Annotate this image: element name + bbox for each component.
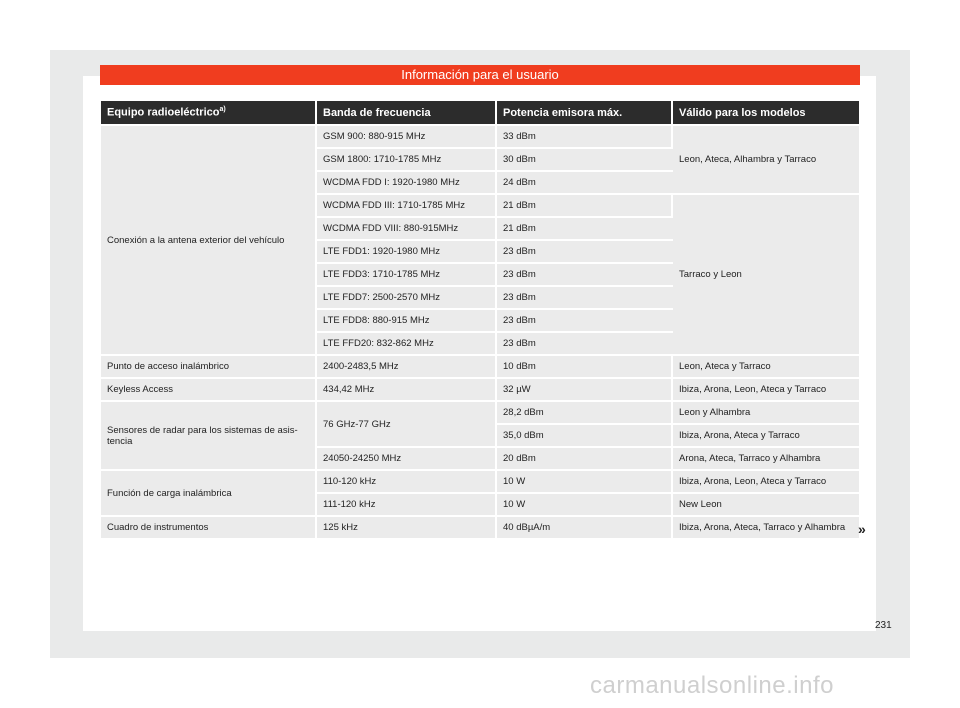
band-cell: 2400-2483,5 MHz (317, 356, 497, 379)
band-cell: 434,42 MHz (317, 379, 497, 402)
power-cell: 10 W (497, 494, 673, 517)
table-row (101, 379, 859, 402)
power-cell: 23 dBm (497, 287, 673, 310)
models-cell: Ibiza, Arona, Leon, Ateca y Tarraco (673, 379, 859, 402)
power-cell: 40 dBµA/m (497, 517, 673, 540)
equipment-cell: Keyless Access (101, 379, 317, 402)
band-cell: 110-120 kHz (317, 471, 497, 494)
equipment-cell: Función de carga inalámbrica (101, 471, 317, 517)
models-cell: Leon, Ateca, Alhambra y Tarraco (673, 126, 859, 195)
table-row (101, 126, 859, 149)
models-cell: Ibiza, Arona, Leon, Ateca y Tarraco (673, 471, 859, 494)
band-cell: WCDMA FDD I: 1920-1980 MHz (317, 172, 497, 195)
equipment-cell: Sensores de radar para los sistemas de asis-tencia (101, 402, 317, 471)
power-cell: 23 dBm (497, 310, 673, 333)
column-header-equipment: Equipo radioeléctrico$^{a)}$ (101, 101, 317, 126)
power-cell: 28,2 dBm (497, 402, 673, 425)
band-cell: 76 GHz-77 GHz (317, 402, 497, 448)
band-cell: 24050-24250 MHz (317, 448, 497, 471)
power-cell: 35,0 dBm (497, 425, 673, 448)
band-cell: GSM 900: 880-915 MHz (317, 126, 497, 149)
models-cell: Leon y Alhambra (673, 402, 859, 425)
equipment-cell: Conexión a la antena exterior del vehículo (101, 126, 317, 356)
band-cell: LTE FDD8: 880-915 MHz (317, 310, 497, 333)
equipment-cell: Cuadro de instrumentos (101, 517, 317, 540)
column-header-band: Banda de frecuencia (317, 101, 497, 126)
band-cell: LTE FDD7: 2500-2570 MHz (317, 287, 497, 310)
band-cell: GSM 1800: 1710-1785 MHz (317, 149, 497, 172)
band-cell: LTE FDD1: 1920-1980 MHz (317, 241, 497, 264)
footnote-mark: a) (219, 106, 226, 114)
power-cell: 24 dBm (497, 172, 673, 195)
power-cell: 20 dBm (497, 448, 673, 471)
power-cell: 10 W (497, 471, 673, 494)
power-cell: 21 dBm (497, 218, 673, 241)
power-cell: 30 dBm (497, 149, 673, 172)
power-cell: 10 dBm (497, 356, 673, 379)
power-cell: 23 dBm (497, 264, 673, 287)
table-row (101, 471, 859, 494)
band-cell: WCDMA FDD III: 1710-1785 MHz (317, 195, 497, 218)
column-header-power: Potencia emisora máx. (497, 101, 673, 126)
table-row (101, 517, 859, 540)
models-cell: Ibiza, Arona, Ateca y Tarraco (673, 425, 859, 448)
models-cell: Leon, Ateca y Tarraco (673, 356, 859, 379)
table-row (101, 356, 859, 379)
models-cell: Tarraco y Leon (673, 195, 859, 356)
band-cell: 111-120 kHz (317, 494, 497, 517)
models-cell: Arona, Ateca, Tarraco y Alhambra (673, 448, 859, 471)
models-cell: New Leon (673, 494, 859, 517)
power-cell: 21 dBm (497, 195, 673, 218)
band-cell: LTE FDD3: 1710-1785 MHz (317, 264, 497, 287)
power-cell: 23 dBm (497, 241, 673, 264)
models-cell: Ibiza, Arona, Ateca, Tarraco y Alhambra (673, 517, 859, 540)
power-cell: 23 dBm (497, 333, 673, 356)
table-row (101, 402, 859, 425)
power-cell: 32 µW (497, 379, 673, 402)
watermark-text: carmanualsonline.info (590, 672, 834, 699)
continue-arrow-icon: » (858, 521, 866, 537)
power-cell: 33 dBm (497, 126, 673, 149)
equipment-cell: Punto de acceso inalámbrico (101, 356, 317, 379)
section-title: Información para el usuario (100, 65, 860, 85)
column-header-models: Válido para los modelos (673, 101, 859, 126)
band-cell: LTE FFD20: 832-862 MHz (317, 333, 497, 356)
page-number: 231 (875, 620, 892, 631)
table-header-row (101, 101, 859, 126)
band-cell: 125 kHz (317, 517, 497, 540)
radio-equipment-table (101, 101, 859, 540)
band-cell: WCDMA FDD VIII: 880-915MHz (317, 218, 497, 241)
